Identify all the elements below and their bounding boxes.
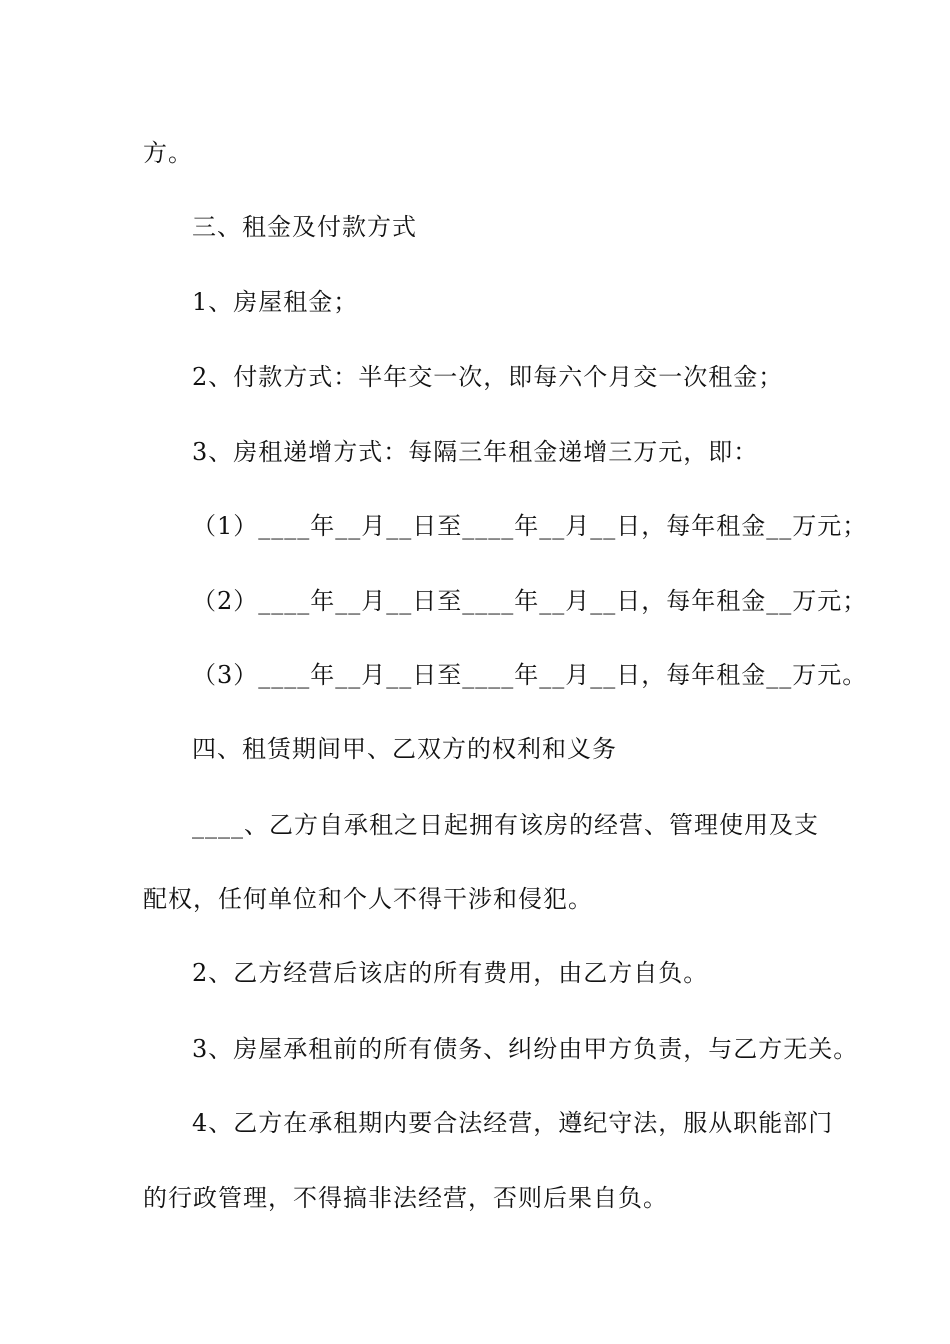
text-line: 2、乙方经营后该店的所有费用，由乙方自负。 (192, 959, 709, 987)
text-line: 1、房屋租金； (192, 288, 359, 316)
section-heading-rent-payment: 三、租金及付款方式 (192, 213, 417, 241)
rent-period-line: （1）____年__月__日至____年__月__日，每年租金__万元； (192, 512, 868, 540)
text-line: 4、乙方在承租期内要合法经营，遵纪守法，服从职能部门 (192, 1109, 834, 1137)
text-line: 3、房屋承租前的所有债务、纠纷由甲方负责，与乙方无关。 (192, 1035, 859, 1063)
section-heading-rights-obligations: 四、租赁期间甲、乙双方的权利和义务 (192, 735, 617, 763)
rent-period-line: （2）____年__月__日至____年__月__日，每年租金__万元； (192, 587, 868, 615)
text-line: ____、乙方自承租之日起拥有该房的经营、管理使用及支 (192, 811, 819, 839)
text-line: 3、房租递增方式：每隔三年租金递增三万元，即： (192, 438, 759, 466)
text-line: 配权，任何单位和个人不得干涉和侵犯。 (143, 885, 593, 913)
text-line: 方。 (143, 139, 193, 167)
text-line: 2、付款方式：半年交一次，即每六个月交一次租金； (192, 363, 784, 391)
rent-period-line: （3）____年__月__日至____年__月__日，每年租金__万元。 (192, 661, 868, 689)
text-line: 的行政管理，不得搞非法经营，否则后果自负。 (143, 1184, 668, 1212)
